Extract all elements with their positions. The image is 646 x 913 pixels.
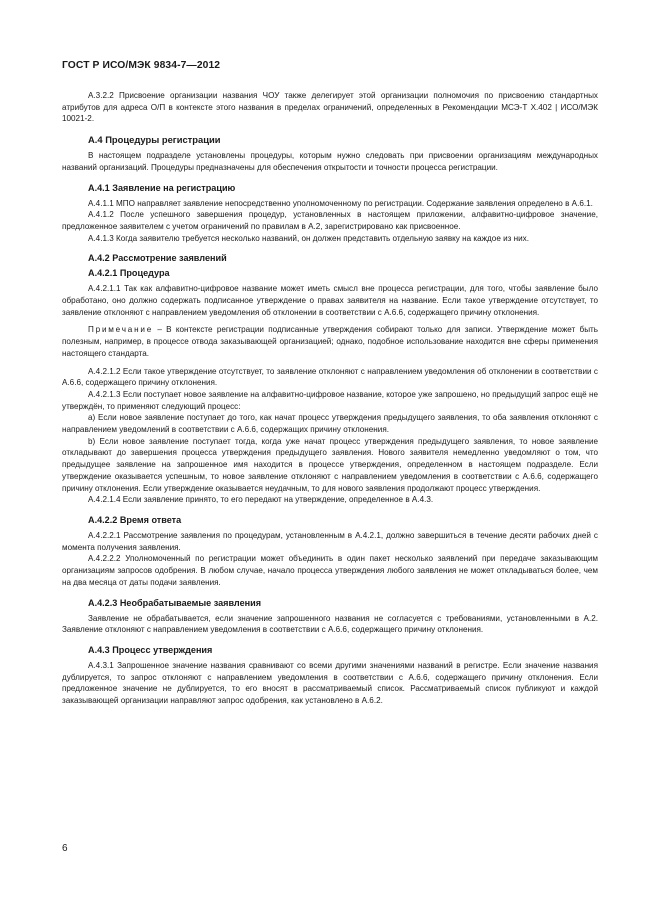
paragraph-a431: А.4.3.1 Запрошенное значение названия сравнивают со всеми другими значениями названий в регистре. Если значение названия дублируется, то запрос отклоняют с направлением уведомления в соответствии с А.6.6, содержащего причину отклонения. Если предложенное значение не дублируется, то его вносят в рассматриваемый список. Рассматриваемый список публикуют и каждой заказывающей организации направляют запрос одобрения, как установлено в А.6.2. <box>62 660 598 706</box>
paragraph-a4213-b: b) Если новое заявление поступает тогда, когда уже начат процесс утверждения предыдущего заявления, то новое заявление откладывают до завершения процесса утверждения предыдущего заявления. Нового заявителя немедленно уведомляют о том, что предыдущее заявление на запрошенное имя находится в процессе утверждения, определенном в настоящем подразделе. Если утверждение оказывается успешным, то новое заявление отклоняют с направлением уведомления в соответствии с А.6.6, содержащего причину отклонения. Если утверждение оказывается неудачным, то для нового заявления продолжают процесс утверждения. <box>62 436 598 493</box>
paragraph-a412: А.4.1.2 После успешного завершения процедур, установленных в настоящем приложении, алфавитно-цифровое значение, предложенное заявителем с учетом ограничений по правилам в А.2, зарегистрировано как присвоенное. <box>62 210 598 231</box>
heading-a422: А.4.2.2 Время ответа <box>88 514 182 525</box>
document-header: ГОСТ Р ИСО/МЭК 9834-7—2012 <box>62 60 221 71</box>
paragraph-a4213: А.4.2.1.3 Если поступает новое заявление на алфавитно-цифровое название, которое уже запрошено, но предыдущий запрос ещё не утверждён, то применяют следующий процесс: <box>62 389 598 411</box>
heading-a42: А.4.2 Рассмотрение заявлений <box>88 253 227 264</box>
paragraph-a4212: А.4.2.1.2 Если такое утверждение отсутствует, то заявление отклоняют с направлением уведомления об отклонении в соответствии с А.6.6, содержащего причину отклонения. <box>62 366 598 388</box>
page-number: 6 <box>62 843 68 854</box>
heading-a4: А.4 Процедуры регистрации <box>88 134 221 146</box>
note-text: – В контексте регистрации подписанные утверждения собирают только для записи. Утверждение может быть полезным, например, в процессе отвода заказывающей организацией; однако, подобное использование находится вне сферы применения настоящего стандарта. <box>62 325 598 358</box>
heading-a41: А.4.1 Заявление на регистрацию <box>88 182 236 193</box>
paragraph-a322: А.3.2.2 Присвоение организации названия ЧОУ также делегирует этой организации полномочия по присвоению стандартных атрибутов для адреса О/П в контексте этого названия в пределах ограничений, определенных в Рекомендации МСЭ-Т Х.402 | ИСО/МЭК 10021-2. <box>62 91 598 124</box>
paragraph-a4211: А.4.2.1.1 Так как алфавитно-цифровое название может иметь смысл вне процесса регистрации, для того, чтобы заявление было обработано, оно должно содержать подписанное утверждение о правах заявителя на название. Если такое утверждение отсутствует, то заявление отклоняют с направлением уведомления об отклонении в соответствии с А.6.6, содержащего причину отклонения. <box>62 284 598 317</box>
paragraph-a4214: А.4.2.1.4 Если заявление принято, то его передают на утверждение, определенное в А.4.3. <box>88 495 434 505</box>
note-paragraph <box>62 324 598 359</box>
document-page <box>62 60 598 707</box>
paragraph-a4213-a: а) Если новое заявление поступает до того, как начат процесс утверждения предыдущего заявления, то оба заявления отклоняют с направлением уведомлений в соответствии с А.6.6, содержащих причину отклонения. <box>62 413 598 435</box>
paragraph-a4: В настоящем подразделе установлены процедуры, которым нужно следовать при присвоении организациям международных названий организаций. Процедуры предназначены для обеспечения открытости и точности процесса регистрации. <box>62 151 598 172</box>
note-label: Примечание <box>88 325 154 335</box>
heading-a421: А.4.2.1 Процедура <box>88 268 170 279</box>
paragraph-a423: Заявление не обрабатывается, если значение запрошенного названия не согласуется с требованиями, установленными в А.2. Заявление отклоняют с направлением уведомления в соответствии с А.6.6, содержащего причину отклонения. <box>62 613 598 635</box>
paragraph-a413: А.4.1.3 Когда заявителю требуется несколько названий, он должен представить отдельную заявку на каждое из них. <box>88 233 529 243</box>
paragraph-a4221: А.4.2.2.1 Рассмотрение заявления по процедурам, установленным в А.4.2.1, должно завершиться в течение десяти рабочих дней с момента получения заявления. <box>62 530 598 552</box>
heading-a43: А.4.3 Процесс утверждения <box>88 644 213 655</box>
paragraph-a411: А.4.1.1 МПО направляет заявление непосредственно уполномоченному по регистрации. Содержание заявления определено в А.6.1. <box>88 198 593 208</box>
paragraph-a4222: А.4.2.2.2 Уполномоченный по регистрации может объединить в один пакет несколько заявлений при передаче заказывающим организациям запросов одобрения. В любом случае, начало процесса утверждения любого заявления не может откладываться более, чем на два месяца от даты подачи заявления. <box>62 554 598 587</box>
heading-a423: А.4.2.3 Необрабатываемые заявления <box>88 597 262 608</box>
